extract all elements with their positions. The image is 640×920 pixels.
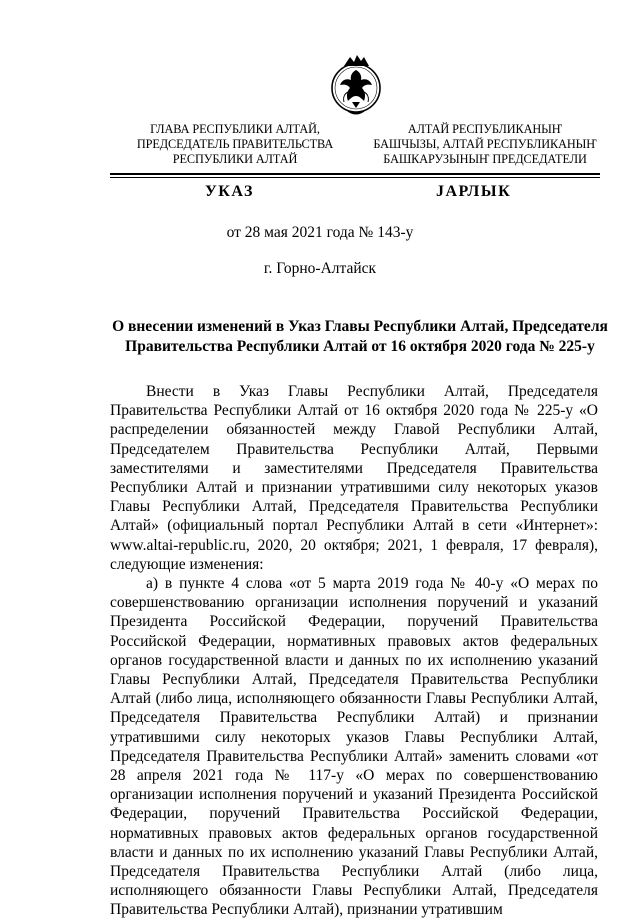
document-type-altai: ЈАРЛЫК <box>436 183 512 200</box>
document-body <box>110 382 598 920</box>
header-left-line: ГЛАВА РЕСПУБЛИКИ АЛТАЙ, <box>150 122 320 136</box>
header-left-line: ПРЕДСЕДАТЕЛЬ ПРАВИТЕЛЬСТВА <box>136 137 334 151</box>
document-city: г. Горно-Алтайск <box>263 260 377 277</box>
body-paragraph: Внести в Указ Главы Республики Алтай, Председателя Правительства Республики Алтай от 16 октября 2020 года № 225-у «О распределении обязанностей между Главой Республики Алтай, Председателем Правительства Республики Алтай, Первыми заместителями и заместителями Председателя Правительства Республики Алтай и признании утратившими силу некоторых указов Главы Республики Алтай, Председателя Правительства Республики Алтай» (официальный портал Республики Алтай в сети «Интернет»: www.altai-republic.ru, 2020, 20 октября; 2021, 1 февраля, 17 февраля), следующие изменения: <box>110 383 598 573</box>
document-title-line: О внесении изменений в Указ Главы Республики Алтай, Председателя <box>112 318 608 335</box>
header-right-line: БАШЧЫЗЫ, АЛТАЙ РЕСПУБЛИКАНЫҤ <box>373 137 597 151</box>
header-right-block <box>355 122 615 167</box>
document-date-number: от 28 мая 2021 года № 143-у <box>226 224 414 241</box>
header-divider-thick <box>110 173 600 175</box>
document-title-line: Правительства Республики Алтай от 16 октября 2020 года № 225-у <box>125 338 595 355</box>
document-title <box>110 317 610 357</box>
header-left-line: РЕСПУБЛИКИ АЛТАЙ <box>172 152 298 166</box>
body-paragraph: а) в пункте 4 слова «от 5 марта 2019 года № 40-у «О мерах по совершенствованию организации исполнения поручений и указаний Президента Российской Федерации, поручений Правительства Российской Федерации, нормативных правовых актов федеральных органов государственной власти и данных по их исполнению указаний Главы Республики Алтай, Председателя Правительства Республики Алтай (либо лица, исполняющего обязанности Главы Республики Алтай, Председателя Правительства Республики Алтай) и признании утратившими силу некоторых указов Главы Республики Алтай, Председателя Правительства Республики Алтай» заменить словами «от 28 апреля 2021 года № 117-у «О мерах по совершенствованию организации исполнения поручений и указаний Президента Российской Федерации, поручений Правительства Российской Федерации, нормативных правовых актов федеральных органов государственной власти и данных по их исполнению указаний Главы Республики Алтай, Председателя Правительства Республики Алтай (либо лица, исполняющего обязанности Главы Республики Алтай, Председателя Правительства Республики Алтай), признании утратившим <box>110 575 598 919</box>
header-divider-thin <box>110 177 600 178</box>
document-type-russian: УКАЗ <box>205 183 254 200</box>
header-left-block <box>110 122 360 167</box>
header-right-line: АЛТАЙ РЕСПУБЛИКАНЫҤ <box>407 122 563 136</box>
coat-of-arms-emblem <box>330 52 382 120</box>
header-right-line: БАШКАРУЗЫНЫҤ ПРЕДСЕДАТЕЛИ <box>383 152 587 166</box>
